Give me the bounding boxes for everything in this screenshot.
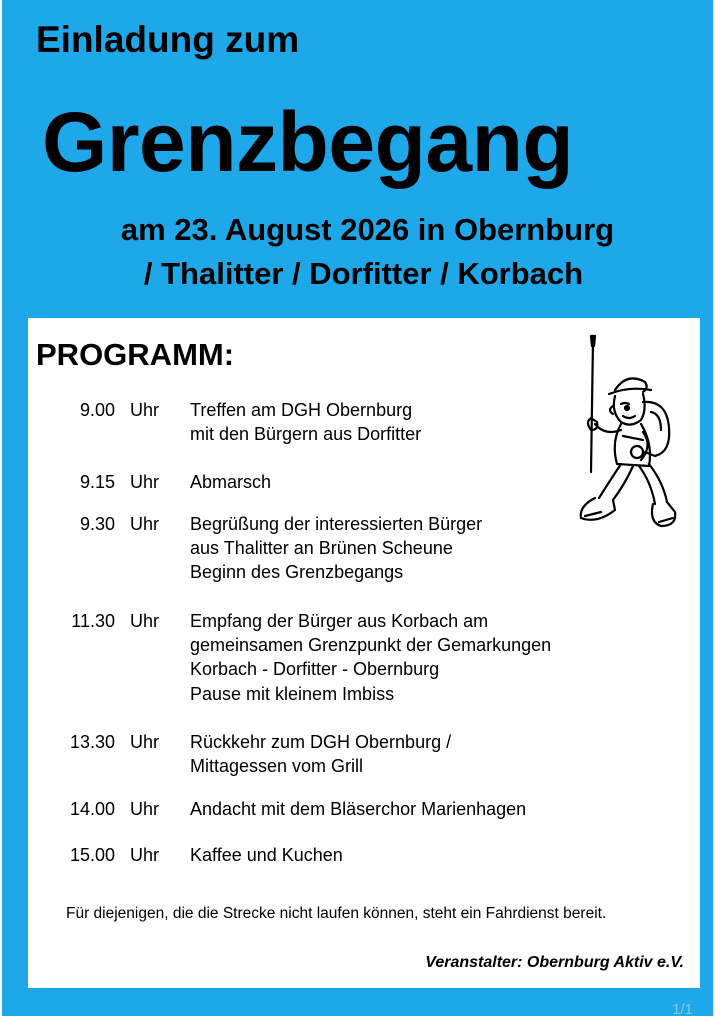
schedule-unit: Uhr	[130, 610, 160, 631]
page-title: Grenzbegang	[42, 95, 574, 189]
intro-heading: Einladung zum	[36, 19, 300, 60]
schedule-item	[28, 843, 700, 867]
schedule-description-line: Andacht mit dem Bläserchor Marienhagen	[190, 798, 527, 819]
program-heading: PROGRAMM:	[36, 337, 235, 372]
schedule-time: 9.30	[79, 513, 115, 534]
schedule-unit: Uhr	[130, 513, 160, 534]
invitation-page	[2, 0, 713, 1016]
schedule-description-line: Begrüßung der interessierten Bürger	[190, 513, 483, 534]
program-schedule	[28, 398, 700, 867]
schedule-time: 9.00	[79, 400, 115, 420]
schedule-description	[190, 470, 700, 494]
schedule-time: 9.15	[79, 471, 115, 492]
schedule-description-line: mit den Bürgern aus Dorfitter	[190, 424, 422, 445]
schedule-item	[28, 609, 700, 706]
schedule-description-line: gemeinsamen Grenzpunkt der Gemarkungen	[190, 635, 552, 656]
schedule-description-line: aus Thalitter an Brünen Scheune	[190, 538, 453, 559]
schedule-description	[190, 843, 700, 867]
schedule-description-line: Beginn des Grenzbegangs	[190, 562, 404, 583]
schedule-description-line: Empfang der Bürger aus Korbach am	[190, 610, 489, 631]
schedule-unit: Uhr	[130, 798, 160, 819]
schedule-item	[28, 730, 700, 779]
schedule-description-line: Pause mit kleinem Imbiss	[190, 683, 395, 704]
schedule-unit: Uhr	[130, 471, 160, 492]
subtitle-line-1: am 23. August 2026 in Obernburg	[120, 212, 615, 247]
schedule-description-line: Treffen am DGH Obernburg	[190, 400, 413, 420]
page-indicator: 1/1	[672, 1001, 693, 1018]
schedule-time: 11.30	[71, 610, 115, 631]
schedule-item	[28, 470, 700, 494]
schedule-time: 13.30	[69, 731, 115, 752]
subtitle-line-2: / Thalitter / Dorfitter / Korbach	[143, 256, 584, 291]
schedule-description-line: Abmarsch	[190, 471, 272, 492]
program-panel	[28, 318, 700, 988]
organizer-label: Veranstalter: Obernburg Aktiv e.V.	[425, 954, 684, 971]
schedule-description	[190, 398, 700, 447]
schedule-unit: Uhr	[130, 731, 160, 752]
schedule-time: 14.00	[69, 798, 115, 819]
schedule-description	[190, 730, 700, 779]
schedule-description	[190, 609, 700, 706]
transport-note: Für diejenigen, die die Strecke nicht laufen können, steht ein Fahrdienst bereit.	[66, 905, 607, 922]
schedule-description	[190, 797, 700, 821]
schedule-description-line: Korbach - Dorfitter - Obernburg	[190, 659, 440, 680]
schedule-unit: Uhr	[130, 400, 160, 420]
schedule-description	[190, 512, 700, 585]
schedule-description-line: Kaffee und Kuchen	[190, 844, 343, 865]
schedule-description-line: Mittagessen vom Grill	[190, 756, 364, 777]
schedule-item	[28, 512, 700, 585]
schedule-description-line: Rückkehr zum DGH Obernburg /	[190, 731, 452, 752]
schedule-item	[28, 398, 700, 447]
schedule-item	[28, 797, 700, 821]
schedule-time: 15.00	[69, 844, 115, 865]
schedule-unit: Uhr	[130, 844, 160, 865]
